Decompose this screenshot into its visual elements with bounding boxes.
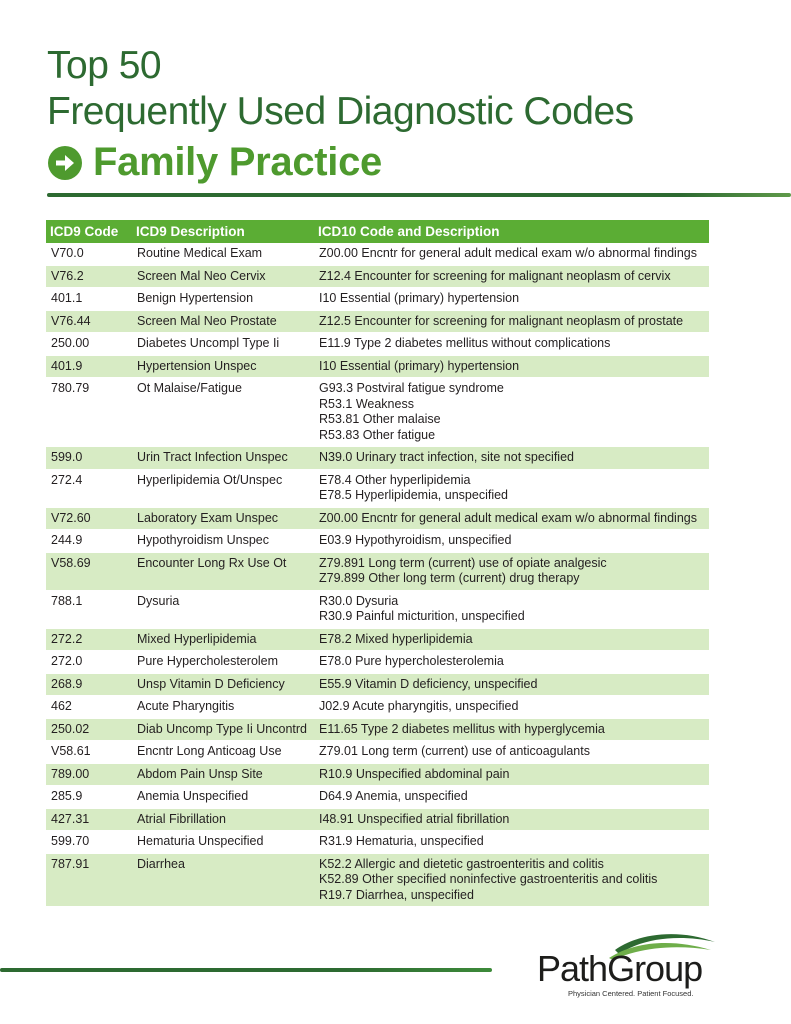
table-row xyxy=(46,552,709,590)
table-row xyxy=(46,530,709,553)
column-header-icd9-code: ICD9 Code xyxy=(46,220,132,243)
icd9-code-cell: 272.0 xyxy=(46,651,132,674)
icd9-description-cell: Laboratory Exam Unspec xyxy=(132,507,314,530)
icd9-description-cell: Anemia Unspecified xyxy=(132,786,314,809)
icd10-cell xyxy=(314,447,709,470)
arrow-right-circle-icon xyxy=(47,145,83,181)
icd10-code-line: I48.91 Unspecified atrial fibrillation xyxy=(319,811,510,826)
icd10-code-line: Z79.01 Long term (current) use of anticoagulants xyxy=(319,744,590,758)
icd10-cell xyxy=(314,628,709,651)
title-line-1: Top 50 xyxy=(47,44,162,87)
table-row xyxy=(46,808,709,831)
icd9-description-cell: Abdom Pain Unsp Site xyxy=(132,763,314,786)
icd9-code-cell: V76.44 xyxy=(46,310,132,333)
column-header-icd10: ICD10 Code and Description xyxy=(314,220,709,243)
icd9-description-cell: Atrial Fibrillation xyxy=(132,808,314,831)
icd10-cell xyxy=(314,763,709,786)
icd10-cell xyxy=(314,651,709,674)
icd10-code-line: E03.9 Hypothyroidism, unspecified xyxy=(319,533,512,547)
table-row xyxy=(46,741,709,764)
table-row xyxy=(46,786,709,809)
icd10-code-line: R30.9 Painful micturition, unspecified xyxy=(319,609,525,623)
icd10-cell xyxy=(314,243,709,265)
icd10-code-line: E78.4 Other hyperlipidemia xyxy=(319,472,471,487)
icd10-code-line: R10.9 Unspecified abdominal pain xyxy=(319,766,510,781)
table-row xyxy=(46,469,709,507)
icd9-code-cell: V58.61 xyxy=(46,741,132,764)
top-divider xyxy=(47,193,791,197)
icd9-code-cell: V58.69 xyxy=(46,552,132,590)
icd9-description-cell: Acute Pharyngitis xyxy=(132,696,314,719)
icd10-cell xyxy=(314,718,709,741)
icd9-description-cell: Diarrhea xyxy=(132,853,314,907)
table-row xyxy=(46,378,709,447)
title-line-2: Frequently Used Diagnostic Codes xyxy=(47,90,634,133)
icd9-code-cell: 272.4 xyxy=(46,469,132,507)
icd9-code-cell: 250.02 xyxy=(46,718,132,741)
table-row xyxy=(46,831,709,854)
icd10-cell xyxy=(314,552,709,590)
icd10-cell xyxy=(314,590,709,628)
icd10-cell xyxy=(314,265,709,288)
icd10-code-line: E11.9 Type 2 diabetes mellitus without complications xyxy=(319,336,611,350)
icd9-code-cell: 788.1 xyxy=(46,590,132,628)
icd10-cell xyxy=(314,288,709,311)
logo-wordmark-group: Group xyxy=(607,948,703,989)
icd10-cell xyxy=(314,333,709,356)
table-row xyxy=(46,507,709,530)
icd10-cell xyxy=(314,378,709,447)
table-row xyxy=(46,355,709,378)
table-row xyxy=(46,763,709,786)
icd10-cell xyxy=(314,530,709,553)
icd9-description-cell: Ot Malaise/Fatigue xyxy=(132,378,314,447)
icd9-description-cell: Encounter Long Rx Use Ot xyxy=(132,552,314,590)
icd10-code-line: Z00.00 Encntr for general adult medical exam w/o abnormal findings xyxy=(319,246,697,260)
icd10-code-line: R53.81 Other malaise xyxy=(319,412,441,426)
icd9-code-cell: 244.9 xyxy=(46,530,132,553)
icd10-code-line: E55.9 Vitamin D deficiency, unspecified xyxy=(319,676,538,691)
icd10-cell xyxy=(314,507,709,530)
icd10-code-line: Z79.891 Long term (current) use of opiate analgesic xyxy=(319,555,607,570)
icd9-description-cell: Screen Mal Neo Prostate xyxy=(132,310,314,333)
icd10-cell xyxy=(314,355,709,378)
icd10-code-line: N39.0 Urinary tract infection, site not specified xyxy=(319,450,574,464)
icd10-code-line: G93.3 Postviral fatigue syndrome xyxy=(319,381,504,395)
icd9-description-cell: Pure Hypercholesterolem xyxy=(132,651,314,674)
icd9-description-cell: Hypothyroidism Unspec xyxy=(132,530,314,553)
table-row xyxy=(46,265,709,288)
icd9-code-cell: V72.60 xyxy=(46,507,132,530)
icd9-code-cell: 268.9 xyxy=(46,673,132,696)
icd10-code-line: K52.89 Other specified noninfective gastroenteritis and colitis xyxy=(319,872,658,886)
icd9-code-cell: 462 xyxy=(46,696,132,719)
diagnostic-codes-table xyxy=(46,220,709,907)
icd10-cell xyxy=(314,853,709,907)
icd10-code-line: Z12.4 Encounter for screening for malignant neoplasm of cervix xyxy=(319,268,671,283)
icd10-cell xyxy=(314,673,709,696)
icd9-description-cell: Routine Medical Exam xyxy=(132,243,314,265)
icd9-code-cell: V70.0 xyxy=(46,243,132,265)
logo-wordmark-path: Path xyxy=(537,948,608,989)
table-row xyxy=(46,853,709,907)
icd9-code-cell: 250.00 xyxy=(46,333,132,356)
icd9-description-cell: Benign Hypertension xyxy=(132,288,314,311)
icd10-code-line: R53.83 Other fatigue xyxy=(319,427,436,442)
pathgroup-logo xyxy=(537,928,737,1000)
table-row xyxy=(46,333,709,356)
subtitle-text: Family Practice xyxy=(93,140,382,184)
icd9-description-cell: Screen Mal Neo Cervix xyxy=(132,265,314,288)
icd10-cell xyxy=(314,786,709,809)
icd9-code-cell: 401.9 xyxy=(46,355,132,378)
icd10-code-line: R31.9 Hematuria, unspecified xyxy=(319,834,484,848)
icd10-code-line: I10 Essential (primary) hypertension xyxy=(319,291,520,305)
icd10-code-line: E78.0 Pure hypercholesterolemia xyxy=(319,654,504,668)
icd10-cell xyxy=(314,696,709,719)
table-row xyxy=(46,590,709,628)
table-row xyxy=(46,243,709,265)
icd9-code-cell: 599.70 xyxy=(46,831,132,854)
icd10-code-line: I10 Essential (primary) hypertension xyxy=(319,358,520,373)
icd9-code-cell: 789.00 xyxy=(46,763,132,786)
icd10-cell xyxy=(314,310,709,333)
logo-wordmark xyxy=(537,948,702,990)
table-row xyxy=(46,310,709,333)
icd9-description-cell: Urin Tract Infection Unspec xyxy=(132,447,314,470)
icd9-code-cell: 787.91 xyxy=(46,853,132,907)
icd10-code-line: Z12.5 Encounter for screening for malignant neoplasm of prostate xyxy=(319,313,684,328)
icd10-code-line: Z00.00 Encntr for general adult medical exam w/o abnormal findings xyxy=(319,510,697,525)
icd9-description-cell: Diab Uncomp Type Ii Uncontrd xyxy=(132,718,314,741)
bottom-divider xyxy=(0,968,492,972)
table-header-row xyxy=(46,220,709,243)
icd9-code-cell: 285.9 xyxy=(46,786,132,809)
icd9-code-cell: V76.2 xyxy=(46,265,132,288)
icd9-description-cell: Dysuria xyxy=(132,590,314,628)
icd9-description-cell: Diabetes Uncompl Type Ii xyxy=(132,333,314,356)
icd9-code-cell: 427.31 xyxy=(46,808,132,831)
table-row xyxy=(46,718,709,741)
table-row xyxy=(46,673,709,696)
icd9-code-cell: 599.0 xyxy=(46,447,132,470)
icd10-code-line: D64.9 Anemia, unspecified xyxy=(319,789,468,803)
icd10-code-line: J02.9 Acute pharyngitis, unspecified xyxy=(319,699,519,713)
icd9-description-cell: Unsp Vitamin D Deficiency xyxy=(132,673,314,696)
icd10-cell xyxy=(314,741,709,764)
icd9-description-cell: Hematuria Unspecified xyxy=(132,831,314,854)
icd10-code-line: E78.2 Mixed hyperlipidemia xyxy=(319,631,473,646)
icd10-code-line: R19.7 Diarrhea, unspecified xyxy=(319,887,474,902)
table-row xyxy=(46,628,709,651)
icd10-code-line: R53.1 Weakness xyxy=(319,396,414,411)
logo-tagline: Physician Centered. Patient Focused. xyxy=(568,989,694,998)
icd10-cell xyxy=(314,831,709,854)
column-header-icd9-description: ICD9 Description xyxy=(132,220,314,243)
icd10-code-line: Z79.899 Other long term (current) drug therapy xyxy=(319,571,580,585)
icd10-cell xyxy=(314,808,709,831)
icd9-code-cell: 401.1 xyxy=(46,288,132,311)
table-row xyxy=(46,288,709,311)
icd9-description-cell: Hyperlipidemia Ot/Unspec xyxy=(132,469,314,507)
table-row xyxy=(46,651,709,674)
icd9-description-cell: Encntr Long Anticoag Use xyxy=(132,741,314,764)
icd9-code-cell: 272.2 xyxy=(46,628,132,651)
table-row xyxy=(46,447,709,470)
table-row xyxy=(46,696,709,719)
icd10-code-line: E78.5 Hyperlipidemia, unspecified xyxy=(319,488,508,502)
table-body xyxy=(46,243,709,907)
icd10-code-line: R30.0 Dysuria xyxy=(319,593,399,608)
subtitle xyxy=(47,140,382,185)
icd10-code-line: K52.2 Allergic and dietetic gastroenteritis and colitis xyxy=(319,856,604,871)
icd9-description-cell: Hypertension Unspec xyxy=(132,355,314,378)
icd9-code-cell: 780.79 xyxy=(46,378,132,447)
icd10-cell xyxy=(314,469,709,507)
icd9-description-cell: Mixed Hyperlipidemia xyxy=(132,628,314,651)
icd10-code-line: E11.65 Type 2 diabetes mellitus with hyperglycemia xyxy=(319,721,605,736)
